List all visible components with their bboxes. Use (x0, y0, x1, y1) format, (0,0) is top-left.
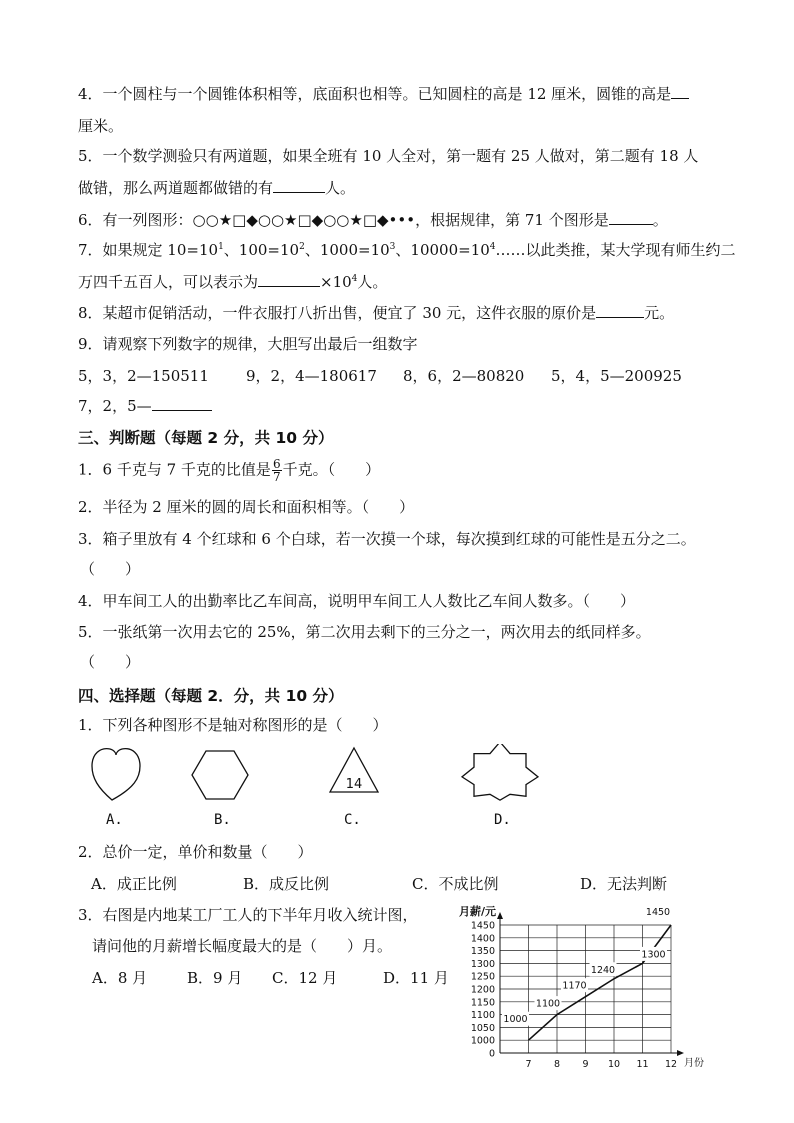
q6-line (78, 210, 668, 230)
q7-line2 (78, 272, 387, 292)
x-tick-label: 9 (582, 1059, 589, 1070)
series-line (529, 925, 672, 1040)
option-d-label[interactable]: D. (494, 812, 511, 828)
choice-q3-line2: 请问他的月薪增长幅度最大的是（ ）月。 (92, 937, 393, 955)
q9-sequence-1 (78, 366, 209, 386)
triangle-text: 14 (345, 777, 363, 792)
x-tick-label: 7 (525, 1059, 532, 1070)
y-tick-label: 1000 (470, 1035, 495, 1047)
q7-line1 (78, 240, 736, 260)
q9-s2: 9，2，4—180617 (246, 367, 377, 385)
q7-exp5: 4 (351, 274, 358, 284)
q8-line (78, 303, 674, 323)
q5-text: 5．一个数学测验只有两道题，如果全班有 10 人全对，第一题有 25 人做对，第二题有 18 人 (78, 147, 699, 165)
y-tick-label: 0 (488, 1048, 495, 1060)
y-tick-label: 1400 (470, 933, 495, 945)
q4-blank[interactable] (671, 84, 689, 99)
judge-section-title: 三、判断题（每题 2 分，共 10 分） (78, 429, 334, 447)
q7-text-h: 人。 (357, 273, 388, 291)
fraction-denominator: 7 (272, 470, 281, 484)
q9-sequence-3 (403, 366, 524, 386)
fraction-numerator: 6 (272, 457, 281, 471)
judge-q1-text: 1．6 千克与 7 千克的比值是 (78, 460, 271, 479)
x-axis-arrow (677, 1050, 684, 1056)
q3-option-c[interactable]: C．12 月 (272, 969, 338, 987)
q4-unit: 厘米。 (78, 117, 124, 135)
y-tick-label: 1450 (470, 920, 495, 932)
q7-exp2: 2 (299, 242, 305, 252)
option-c-label[interactable]: C. (344, 812, 361, 828)
y-axis-arrow (497, 912, 503, 919)
q7-exp4: 4 (489, 242, 496, 252)
q5-line2 (78, 178, 355, 198)
judge-q2: 2．半径为 2 厘米的圆的周长和面积相等。（ ） (78, 498, 415, 516)
option-b-label[interactable]: B. (214, 812, 231, 828)
q9-sequence-5 (78, 396, 212, 416)
y-tick-label: 1150 (470, 997, 495, 1009)
q7-exp1: 1 (218, 242, 224, 252)
x-axis-label: 月份 (684, 1058, 704, 1069)
choice-q3-line1: 3．右图是内地某工厂工人的下半年月收入统计图， (78, 906, 418, 924)
y-axis-label: 月薪/元 (459, 905, 497, 918)
q6-text-2: ，根据规律，第 71 个图形是 (415, 211, 609, 229)
judge-q1-fraction (272, 458, 282, 483)
judge-q1 (78, 458, 380, 483)
q9-s3: 8，6，2—80820 (403, 367, 525, 385)
triangle-shape[interactable] (330, 748, 378, 792)
q9-blank[interactable] (152, 396, 212, 411)
choice-section-title: 四、选择题（每题 2．分，共 10 分） (78, 687, 344, 705)
q8-unit: 元。 (644, 304, 675, 322)
judge-q5-paren[interactable]: （ ） (80, 653, 141, 671)
y-tick-label: 1050 (470, 1022, 495, 1034)
judge-q3-paren[interactable]: （ ） (80, 560, 141, 578)
q6-blank[interactable] (609, 210, 653, 225)
star-shape[interactable] (462, 744, 538, 800)
data-label: 1000 (503, 1014, 528, 1026)
x-tick-label: 10 (607, 1059, 621, 1070)
data-label: 1300 (641, 949, 666, 961)
q5-unit: 人。 (325, 179, 356, 197)
q5-line1 (78, 146, 698, 166)
choice-q1-shapes (88, 744, 548, 806)
data-label: 1240 (590, 964, 616, 976)
q8-blank[interactable] (596, 303, 644, 318)
q9-text: 9．请观察下列数字的规律，大胆写出最后一组数字 (78, 335, 418, 353)
hexagon-shape[interactable] (192, 751, 248, 799)
y-tick-label: 1250 (470, 971, 495, 983)
q7-exp3: 3 (389, 242, 396, 252)
q4-line2 (78, 116, 123, 136)
q9-sequence-2 (246, 366, 377, 386)
q8-text: 8．某超市促销活动，一件衣服打八折出售，便宜了 30 元，这件衣服的原价是 (78, 304, 597, 322)
q2-option-c[interactable]: C．不成比例 (412, 875, 499, 893)
q9-line (78, 334, 418, 354)
judge-q3: 3．箱子里放有 4 个红球和 6 个白球，若一次摸一个球，每次摸到红球的可能性是五分之二。 (78, 530, 696, 548)
q2-option-b[interactable]: B．成反比例 (243, 875, 330, 893)
q7-text-f: 万四千五百人，可以表示为 (78, 273, 259, 291)
y-tick-label: 1300 (470, 958, 495, 970)
q7-text-d: 、10000=10 (395, 241, 490, 259)
q9-sequence-4 (551, 366, 682, 386)
q9-s1: 5，3，2—150511 (78, 367, 209, 385)
judge-q1-end: 千克。（ ） (282, 460, 381, 479)
judge-q5: 5．一张纸第一次用去它的 25%，第二次用去剩下的三分之一，两次用去的纸同样多。 (78, 623, 651, 641)
q5-text-2: 做错，那么两道题都做错的有 (78, 179, 274, 197)
x-tick-label: 8 (553, 1059, 561, 1070)
x-tick-label: 12 (664, 1059, 678, 1070)
y-tick-label: 1200 (470, 984, 495, 996)
q3-option-d[interactable]: D．11 月 (383, 969, 449, 987)
q7-text-g: ×10 (320, 273, 352, 291)
x-tick-label: 11 (636, 1059, 649, 1070)
q3-option-a[interactable]: A．8 月 (92, 969, 148, 987)
q2-option-a[interactable]: A．成正比例 (91, 875, 177, 893)
choice-q2: 2．总价一定，单价和数量（ ） (78, 843, 313, 861)
q7-text-e: ……以此类推，某大学现有师生约二 (495, 241, 736, 259)
heart-shape[interactable] (92, 749, 140, 800)
option-a-label[interactable]: A. (106, 812, 123, 828)
data-label: 1100 (535, 998, 561, 1010)
q3-option-b[interactable]: B．9 月 (187, 969, 243, 987)
q4-line1 (78, 84, 689, 104)
q7-text-c: 、1000=10 (304, 241, 390, 259)
q4-text: 4．一个圆柱与一个圆锥体积相等，底面积也相等。已知圆柱的高是 12 厘米，圆锥的高是 (78, 85, 672, 103)
salary-line-chart (455, 898, 717, 1072)
data-label: 1170 (562, 980, 587, 992)
q6-end: 。 (652, 211, 668, 229)
choice-q1: 1．下列各种图形不是轴对称图形的是（ ） (78, 716, 388, 734)
y-tick-label: 1350 (470, 946, 495, 958)
data-label: 1450 (645, 907, 671, 918)
q7-blank[interactable] (258, 272, 320, 287)
q5-blank[interactable] (273, 178, 325, 193)
q9-s5: 7，2，5— (78, 397, 152, 415)
q2-option-d[interactable]: D．无法判断 (580, 875, 668, 893)
judge-q4: 4．甲车间工人的出勤率比乙车间高，说明甲车间工人人数比乙车间人数多。（ ） (78, 592, 636, 610)
q6-text: 6．有一列图形： (78, 211, 193, 229)
q7-text-a: 7．如果规定 10=10 (78, 241, 219, 259)
q7-text-b: 、100=10 (223, 241, 300, 259)
y-tick-label: 1100 (470, 1010, 495, 1022)
q9-s4: 5，4，5—200925 (551, 367, 682, 385)
q6-shape-sequence: ○○★□◆○○★□◆○○★□◆••• (192, 211, 416, 229)
